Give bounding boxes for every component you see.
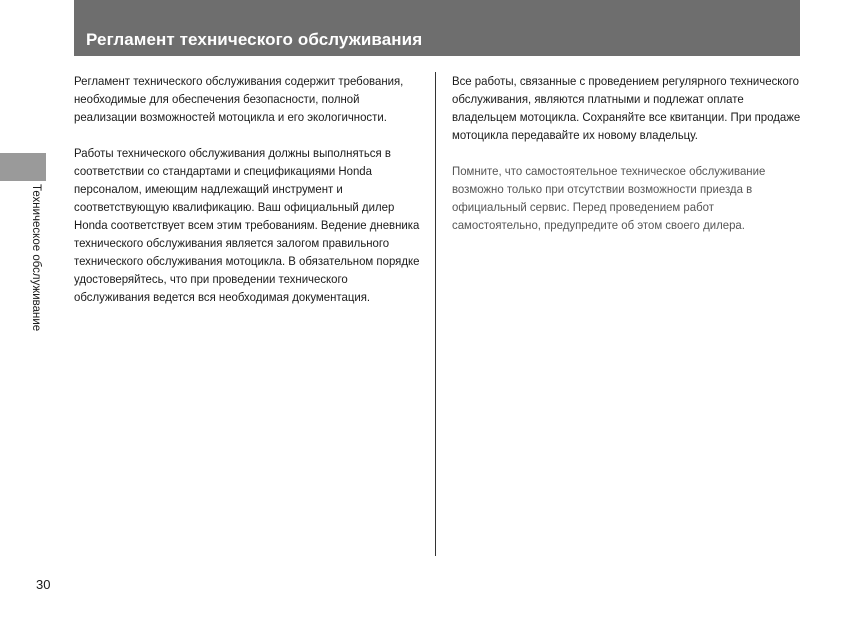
page-number: 30 <box>36 577 51 592</box>
column-divider <box>435 72 436 556</box>
left-column <box>74 72 425 324</box>
paragraph: Работы технического обслуживания должны выполняться в соответствии со стандартами и спецификациями Honda персоналом, имеющим надлежащий инструмент и соответствующую квалификацию. Ваш официальный дилер Honda соответствует всем этим требованиям. Ведение дневника технического обслуживания является залогом правильного технического обслуживания мотоцикла. В обязательном порядке удостоверяйтесь, что при проведении технического обслуживания ведется вся необходимая документация. <box>74 146 420 304</box>
section-title: Регламент технического обслуживания <box>86 30 423 49</box>
right-column <box>452 72 803 252</box>
paragraph: Регламент технического обслуживания содержит требования, необходимые для обеспечения безопасности, полной реализации возможностей мотоцикла и его экологичности. <box>74 74 404 124</box>
note-paragraph: Помните, что самостоятельное техническое обслуживание возможно только при отсутствии возможности приезда в официальный сервис. Перед проведением работ самостоятельно, предупредите об этом своего дилера. <box>452 164 766 232</box>
side-tab-marker <box>0 153 46 181</box>
section-header <box>74 0 800 56</box>
side-tab-label: Техническое обслуживание <box>30 184 42 332</box>
paragraph: Все работы, связанные с проведением регулярного технического обслуживания, являются платными и подлежат оплате владельцем мотоцикла. Сохраняйте все квитанции. При продаже мотоцикла передавайте их новому владельцу. <box>452 74 801 142</box>
